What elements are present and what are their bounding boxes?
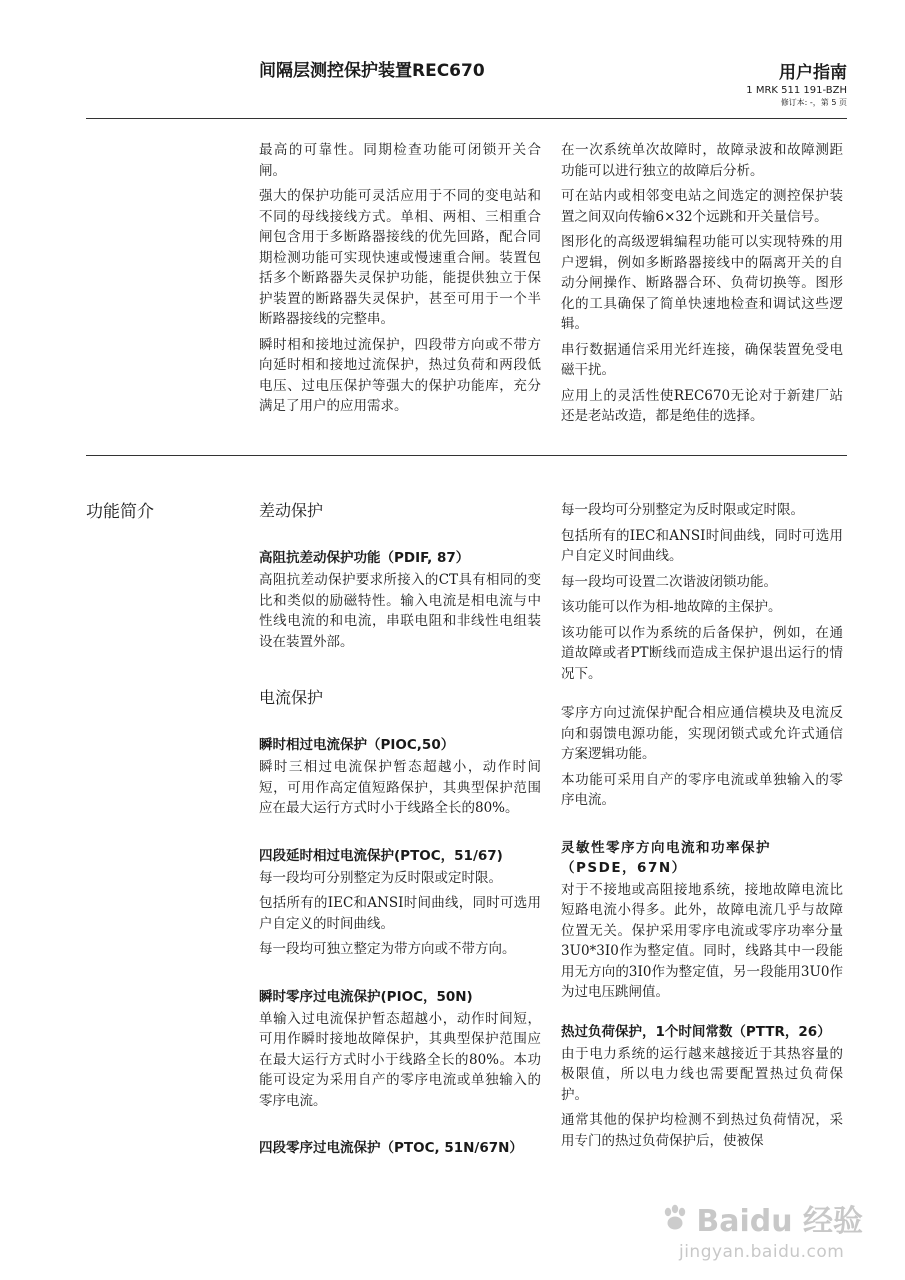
header-right-block xyxy=(746,62,847,108)
paw-icon xyxy=(660,1203,690,1233)
intro-left-paragraph: 瞬时相和接地过流保护，四段带方向或不带方向延时相和接地过流保护，热过负荷和两段低电压、过电压保护等强大的保护功能库，充分满足了用户的应用需求。 xyxy=(259,336,541,414)
ptoc5167-text: 每一段均可分别整定为反时限或定时限。 xyxy=(259,869,502,886)
document-title: 间隔层测控保护装置REC670 xyxy=(259,61,485,81)
pttr-text: 通常其他的保护均检测不到热过负荷情况，采用专门的热过负荷保护后，使被保 xyxy=(561,1112,843,1149)
differential-protection-heading: 差动保护 xyxy=(259,501,324,520)
revision-page: 修订本: -，第 5 页 xyxy=(780,98,847,107)
ptoc51n-text: 每一段均可分别整定为反时限或定时限。 xyxy=(561,502,804,518)
intro-left-column xyxy=(259,140,541,422)
ptoc5167-text: 包括所有的IEC和ANSI时间曲线，同时可选用户自定义的时间曲线。 xyxy=(259,895,541,932)
current-protection-heading: 电流保护 xyxy=(259,688,324,707)
header-divider xyxy=(86,118,847,119)
ptoc51n-text: 零序方向过流保护配合相应通信模块及电流反向和弱馈电源功能，实现闭锁式或允许式通信方案逻辑功能。 xyxy=(561,705,843,762)
section-sidebar-title: 功能简介 xyxy=(86,502,154,522)
ptoc51n-text: 包括所有的IEC和ANSI时间曲线，同时可选用户自定义时间曲线。 xyxy=(561,527,843,564)
ptoc51n-text: 本功能可采用自产的零序电流或单独输入的零序电流。 xyxy=(561,771,843,808)
ptoc51n-title: 四段零序过电流保护（PTOC, 51N/67N） xyxy=(259,1140,523,1156)
intro-left-paragraph: 最高的可靠性。同期检查功能可闭锁开关合闸。 xyxy=(259,142,541,179)
intro-right-column xyxy=(561,140,843,432)
pttr-title: 热过负荷保护，1个时间常数（PTTR，26） xyxy=(561,1023,831,1040)
intro-right-paragraph: 串行数据通信采用光纤连接，确保装置免受电磁干扰。 xyxy=(561,341,843,378)
baidu-watermark xyxy=(660,1196,863,1262)
psde-text: 对于不接地或高阻接地系统，接地故障电流比短路电流小得多。此外，故障电流几乎与故障位置无关。保护采用零序电流或零序功率分量3U0*3I0作为整定值。同时，线路其中一段能用无方向的3I0作为整定值，另一段能用3U0作为过电压跳闸值。 xyxy=(561,881,843,1000)
user-guide-label: 用户指南 xyxy=(779,63,847,83)
watermark-logo xyxy=(660,1196,863,1240)
pttr-text: 由于电力系统的运行越来越接近于其热容量的极限值，所以电力线也需要配置热过负荷保护。 xyxy=(561,1045,843,1103)
pioc50-title: 瞬时相过电流保护（PIOC,50） xyxy=(259,737,455,753)
pioc50-text: 瞬时三相过电流保护暂态超越小，动作时间短，可用作高定值短路保护，其典型保护范围应在最大运行方式时小于线路全长的80%。 xyxy=(259,759,541,816)
intro-right-paragraph: 应用上的灵活性使REC670无论对于新建厂站还是老站改造，都是绝佳的选择。 xyxy=(561,387,843,424)
intro-right-paragraph: 在一次系统单次故障时，故障录波和故障测距功能可以进行独立的故障后分析。 xyxy=(561,142,843,179)
document-number: 1 MRK 511 191-BZH xyxy=(746,85,847,96)
intro-right-paragraph: 可在站内或相邻变电站之间选定的测控保护装置之间双向传输6×32个远跳和开关量信号。 xyxy=(561,188,843,225)
psde-title: 灵敏性零序方向电流和功率保护（PSDE，67N） xyxy=(561,839,771,876)
ptoc51n-text: 每一段均可设置二次谐波闭锁功能。 xyxy=(561,573,777,590)
functions-left-column xyxy=(259,500,541,1160)
watermark-url: jingyan.baidu.com xyxy=(678,1242,845,1262)
intro-right-paragraph: 图形化的高级逻辑编程功能可以实现特殊的用户逻辑，例如多断路器接线中的隔离开关的自动分闸操作、断路器合环、负荷切换等。图形化的工具确保了简单快速地检查和调试这些逻辑。 xyxy=(561,234,843,332)
ptoc5167-title: 四段延时相过电流保护(PTOC，51/67) xyxy=(259,847,503,864)
ptoc51n-text: 该功能可以作为相-地故障的主保护。 xyxy=(561,599,782,615)
section-divider xyxy=(86,455,847,456)
ptoc5167-text: 每一段均可独立整定为带方向或不带方向。 xyxy=(259,941,516,957)
pioc50n-text: 单输入过电流保护暂态超越小，动作时间短，可用作瞬时接地故障保护，其典型保护范围应在最大运行方式时小于线路全长的80%。本功能可设定为采用自产的零序电流或单独输入的零序电流。 xyxy=(259,1010,541,1109)
pioc50n-title: 瞬时零序过电流保护(PIOC，50N) xyxy=(259,988,473,1005)
functions-right-column xyxy=(561,500,843,1156)
watermark-logo-text: Baidu 经验 xyxy=(696,1204,863,1239)
intro-left-paragraph: 强大的保护功能可灵活应用于不同的变电站和不同的母线接线方式。单相、两相、三相重合闸包含用于多断路器接线的优先回路，配合同期检测功能可实现快速或慢速重合闸。装置包括多个断路器失灵保护功能，能提供独立于保护装置的断路器失灵保护，甚至可用于一个半断路器接线的完整串。 xyxy=(259,188,541,327)
pdif-text: 高阻抗差动保护要求所接入的CT具有相同的变比和类似的励磁特性。输入电流是相电流与中性线电流的和电流，串联电阻和非线性电组装设在装置外部。 xyxy=(259,572,541,650)
ptoc51n-text: 该功能可以作为系统的后备保护，例如，在通道故障或者PT断线而造成主保护退出运行的情况下。 xyxy=(561,624,843,682)
pdif-title: 高阻抗差动保护功能（PDIF, 87） xyxy=(259,550,470,566)
